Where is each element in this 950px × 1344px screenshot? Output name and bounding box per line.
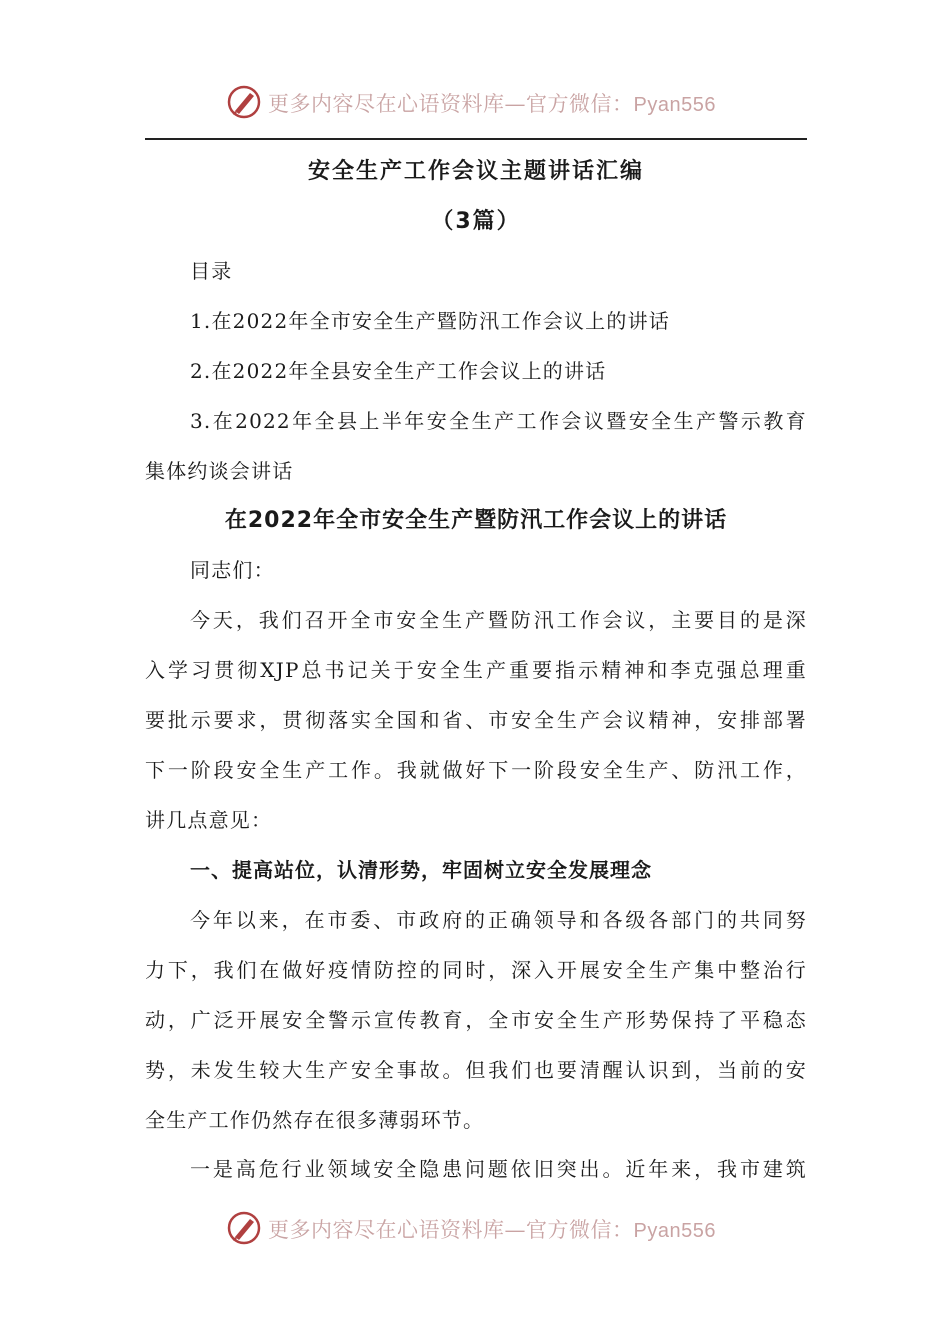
header-rule — [145, 138, 807, 140]
paragraph-line: 讲几点意见： — [145, 808, 273, 832]
paragraph-line: 势，未发生较大生产安全事故。但我们也要清醒认识到，当前的安 — [145, 1058, 807, 1082]
toc-item: 3.在2022年全县上半年安全生产工作会议暨安全生产警示教育 — [190, 409, 807, 433]
toc-item: 2.在2022年全县安全生产工作会议上的讲话 — [190, 359, 607, 383]
paragraph-line: 今年以来，在市委、市政府的正确领导和各级各部门的共同努 — [190, 908, 807, 932]
paragraph-line: 今天，我们召开全市安全生产暨防汛工作会议，主要目的是深 — [190, 608, 807, 632]
pen-logo-icon — [226, 1210, 262, 1246]
paragraph-line: 全生产工作仍然存在很多薄弱环节。 — [145, 1108, 485, 1132]
paragraph-line: 下一阶段安全生产工作。我就做好下一阶段安全生产、防汛工作， — [145, 758, 807, 782]
watermark-text: 更多内容尽在心语资料库—官方微信：Pyan556 — [268, 92, 716, 116]
paragraph-line: 要批示要求，贯彻落实全国和省、市安全生产会议精神，安排部署 — [145, 708, 807, 732]
toc-item-continued: 集体约谈会讲话 — [145, 459, 294, 483]
section-heading: 一、提高站位，认清形势，牢固树立安全发展理念 — [190, 858, 652, 882]
pen-logo-icon — [226, 84, 262, 120]
speech-title: 在2022年全市安全生产暨防汛工作会议上的讲话 — [224, 508, 728, 533]
document-subtitle: （3篇） — [431, 209, 521, 234]
paragraph-line: 动，广泛开展安全警示宣传教育，全市安全生产形势保持了平稳态 — [145, 1008, 807, 1032]
watermark-banner-bottom — [0, 1210, 950, 1250]
paragraph-line: 一是高危行业领域安全隐患问题依旧突出。近年来，我市建筑 — [190, 1157, 807, 1181]
watermark-text: 更多内容尽在心语资料库—官方微信：Pyan556 — [268, 1218, 716, 1242]
salutation: 同志们： — [190, 558, 275, 582]
paragraph-line: 力下，我们在做好疫情防控的同时，深入开展安全生产集中整治行 — [145, 958, 807, 982]
paragraph-line: 入学习贯彻XJP总书记关于安全生产重要指示精神和李克强总理重 — [145, 658, 807, 682]
watermark-banner-top — [0, 84, 950, 124]
toc-label: 目录 — [190, 259, 233, 283]
document-title: 安全生产工作会议主题讲话汇编 — [307, 159, 644, 184]
toc-item: 1.在2022年全市安全生产暨防汛工作会议上的讲话 — [190, 309, 670, 333]
